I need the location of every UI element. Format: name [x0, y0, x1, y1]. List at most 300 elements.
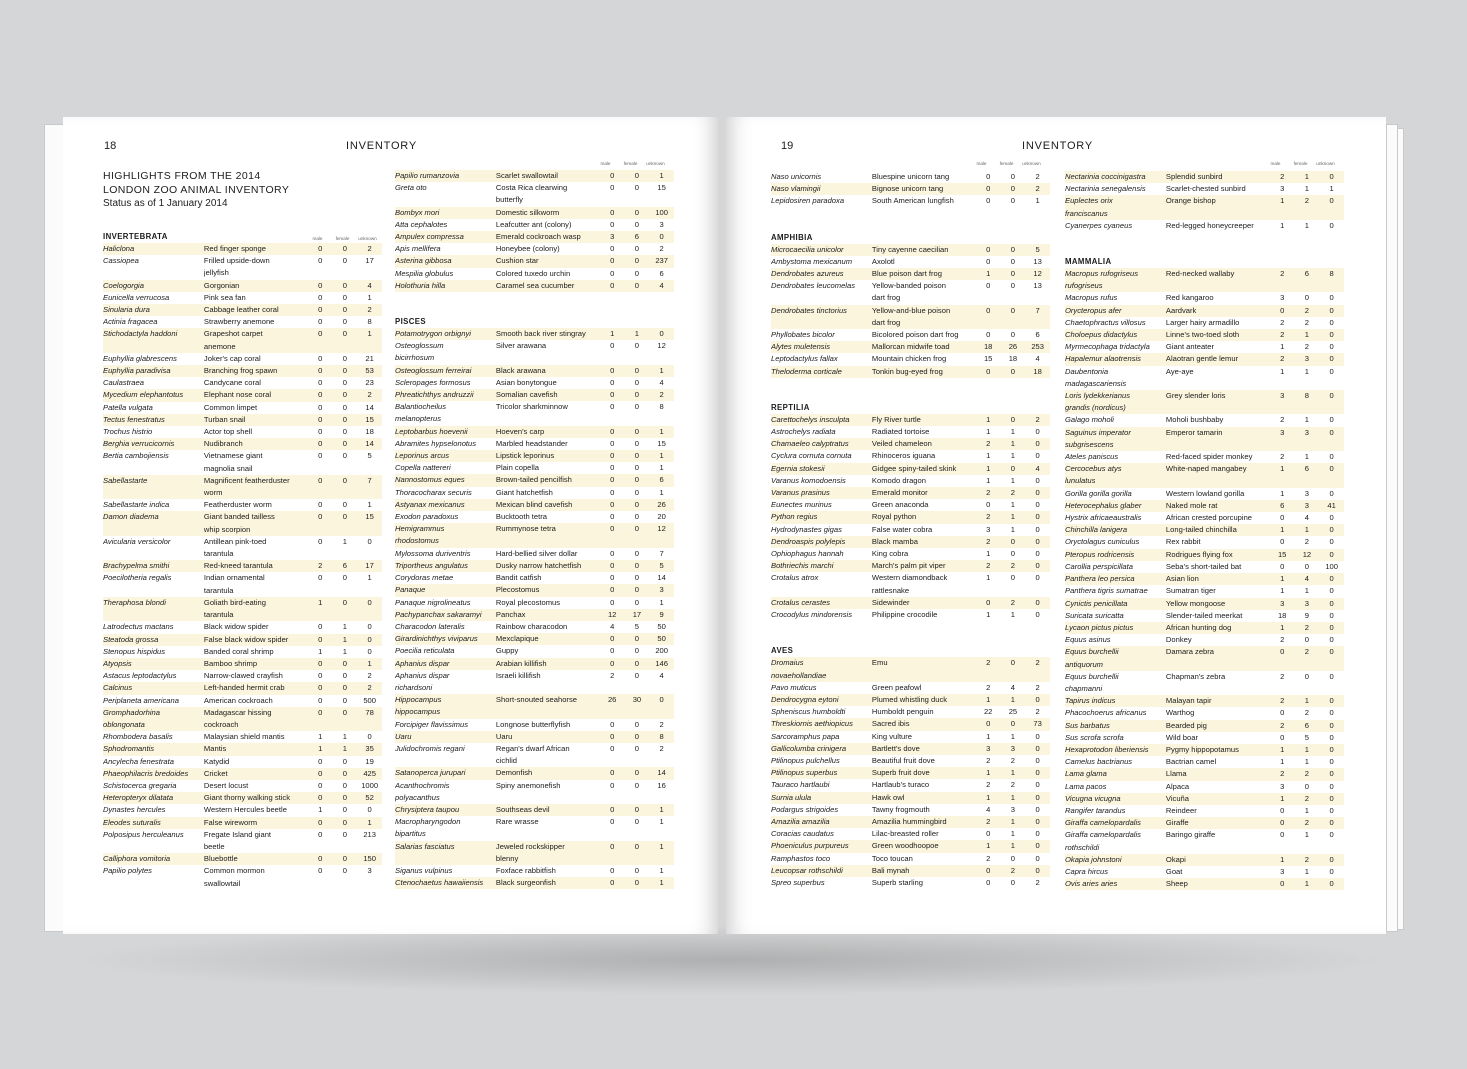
scientific-name: chapmanni	[1065, 683, 1103, 693]
species-row	[103, 426, 382, 438]
scientific-name: Abramites hypselonotus	[395, 438, 477, 448]
species-row	[771, 426, 1050, 438]
male-count: 0	[318, 634, 323, 644]
scientific-name: Avicularia versicolor	[103, 536, 171, 546]
unknown-count: 146	[655, 658, 668, 668]
unknown-count: 6	[1035, 330, 1040, 340]
common-name: Lipstick leporinus	[495, 451, 555, 461]
species-row	[771, 560, 1050, 572]
female-count: 0	[634, 573, 640, 583]
species-row	[395, 401, 674, 413]
species-row	[395, 767, 674, 779]
scientific-name: Poecilia reticulata	[395, 646, 455, 656]
common-name: Red-faced spider monkey	[1165, 452, 1253, 462]
common-name: dart frog	[871, 293, 901, 303]
unknown-count: 1	[659, 171, 664, 180]
common-name: Axolotl	[871, 256, 895, 266]
female-count: 1	[1010, 427, 1016, 437]
common-name: Candycane coral	[203, 378, 261, 388]
male-count: 1	[1280, 196, 1285, 206]
unknown-count	[1319, 842, 1344, 854]
female-count: 0	[342, 390, 348, 400]
common-name: blenny	[495, 853, 519, 863]
common-name: Joker's cap coral	[203, 353, 261, 363]
unknown-count: 237	[655, 256, 668, 266]
unknown-count: 2	[659, 244, 664, 254]
common-name: Red-kneed tarantula	[203, 561, 273, 571]
common-name: Royal python	[871, 512, 917, 522]
female-count: 1	[1304, 184, 1310, 194]
species-row	[1065, 829, 1344, 841]
male-count: 0	[610, 244, 615, 254]
unknown-count: 0	[1035, 731, 1040, 741]
scientific-name: Cyanerpes cyaneus	[1065, 220, 1133, 230]
common-name: White-naped mangabey	[1165, 464, 1247, 474]
scientific-name: antiquorum	[1065, 659, 1103, 669]
species-row	[1065, 646, 1344, 658]
scientific-name	[103, 841, 204, 853]
male-count: 2	[1280, 769, 1285, 779]
common-name: Smooth back river stingray	[495, 329, 586, 339]
species-row	[395, 450, 674, 462]
common-name: Giant banded tailless	[203, 512, 275, 522]
female-count: 0	[342, 439, 348, 449]
female-count: 0	[634, 219, 640, 229]
female-count: 1	[1304, 744, 1310, 754]
female-count: 0	[634, 841, 640, 851]
male-count: 0	[610, 573, 615, 583]
unknown-count: 0	[1329, 525, 1334, 535]
common-name: tarantula	[203, 610, 234, 620]
female-count: 1	[1010, 451, 1016, 461]
species-row	[103, 499, 382, 511]
common-name: Fregate Island giant	[203, 829, 272, 839]
species-row	[395, 682, 674, 694]
species-row	[1065, 536, 1344, 548]
female-count: 0	[342, 305, 348, 315]
section-heading: PISCES	[395, 317, 426, 327]
right-column-2	[1065, 171, 1344, 890]
common-name: Common limpet	[203, 402, 258, 412]
female-count: 0	[1010, 172, 1016, 181]
scientific-name	[103, 267, 204, 279]
unknown-count: 0	[1329, 744, 1334, 754]
common-name: Rhinoceros iguana	[871, 451, 936, 461]
species-row	[395, 523, 674, 535]
female-count	[625, 682, 650, 694]
female-count	[625, 828, 650, 840]
species-row	[1065, 768, 1344, 780]
common-name: Branching frog spawn	[203, 366, 278, 376]
female-count: 0	[1304, 781, 1310, 791]
species-row	[103, 768, 382, 780]
common-name: Red finger sponge	[203, 244, 266, 253]
male-count: 0	[986, 281, 991, 291]
unknown-count: 0	[367, 622, 372, 632]
female-count: 2	[1010, 561, 1016, 571]
female-count: 1	[1304, 586, 1310, 596]
species-row	[771, 755, 1050, 767]
species-row	[395, 670, 674, 682]
unknown-count: 0	[659, 232, 664, 242]
female-count: 0	[1010, 269, 1016, 279]
unknown-count: 1	[367, 573, 372, 583]
female-count: 0	[1010, 196, 1016, 206]
species-row	[103, 585, 382, 597]
common-name: Bucktooth tetra	[495, 512, 547, 522]
female-count: 0	[634, 804, 640, 814]
species-row	[395, 719, 674, 731]
male-count: 2	[1280, 720, 1285, 730]
unknown-count: 0	[1329, 696, 1334, 706]
female-count: 0	[342, 597, 348, 607]
male-count: 3	[1280, 781, 1285, 791]
common-name: Philippine crocodile	[871, 610, 938, 620]
male-count	[976, 585, 1001, 597]
scientific-name: Hydrodynastes gigas	[771, 524, 842, 534]
species-row	[771, 487, 1050, 499]
common-name: rattlesnake	[871, 585, 910, 595]
scientific-name: Varanus komodoensis	[771, 475, 846, 485]
unknown-count: 1	[367, 658, 372, 668]
male-count: 1	[986, 427, 991, 437]
common-name: tarantula	[203, 549, 234, 559]
species-row	[771, 366, 1050, 378]
common-name: Caramel sea cucumber	[495, 280, 575, 290]
common-name: Uaru	[495, 731, 513, 741]
unknown-count: 26	[657, 499, 666, 509]
female-count: 0	[634, 780, 640, 790]
species-row	[395, 621, 674, 633]
male-count: 1	[986, 573, 991, 583]
unknown-count	[649, 828, 674, 840]
species-row	[771, 256, 1050, 268]
unknown-count: 1	[367, 292, 372, 302]
scientific-name: Theraphosa blondi	[103, 597, 166, 607]
unknown-count: 0	[659, 695, 664, 705]
unknown-count: 1	[367, 500, 372, 510]
female-count	[625, 352, 650, 364]
species-row	[1065, 744, 1344, 756]
male-count: 2	[610, 670, 615, 680]
male-count: 0	[610, 804, 615, 814]
male-count	[976, 670, 1001, 682]
scientific-name: Chinchilla lanigera	[1065, 525, 1128, 535]
scientific-name: Steatoda grossa	[103, 634, 159, 644]
unknown-count	[357, 609, 382, 621]
unknown-count: 0	[1329, 391, 1334, 401]
unknown-count	[1025, 317, 1050, 329]
male-count	[600, 706, 625, 718]
species-row	[771, 609, 1050, 621]
female-count: 1	[1304, 757, 1310, 767]
column-headers	[969, 161, 1044, 166]
species-row	[1065, 329, 1344, 341]
male-count: 1	[986, 841, 991, 851]
species-row	[103, 255, 382, 267]
common-name: Foxface rabbitfish	[495, 865, 556, 875]
female-count	[1295, 659, 1320, 671]
common-name: Sheep	[1165, 879, 1188, 889]
species-row	[103, 646, 382, 658]
common-name: Green anaconda	[871, 500, 929, 510]
species-row	[771, 572, 1050, 584]
left-page	[63, 117, 718, 934]
female-count: 12	[1302, 549, 1312, 559]
common-name: Brown-tailed pencilfish	[495, 475, 572, 485]
species-row	[771, 475, 1050, 487]
unknown-count: 0	[1329, 354, 1334, 364]
common-name: Radiated tortoise	[871, 427, 930, 437]
unknown-count: 1	[1035, 196, 1040, 206]
male-count: 22	[983, 707, 993, 717]
column-headers	[593, 161, 668, 166]
unknown-count: 0	[1329, 818, 1334, 828]
column-headers	[1263, 161, 1338, 166]
male-count: 0	[1280, 708, 1285, 718]
species-row	[395, 340, 674, 352]
species-row	[395, 841, 674, 853]
unknown-count: 0	[1329, 330, 1334, 340]
common-name: Royal plecostomus	[495, 597, 561, 607]
species-row	[103, 658, 382, 670]
species-row	[103, 414, 382, 426]
scientific-name: lunulatus	[1065, 476, 1096, 486]
species-row	[771, 706, 1050, 718]
female-count: 0	[634, 634, 640, 644]
female-count: 1	[1010, 731, 1016, 741]
species-row	[1065, 817, 1344, 829]
unknown-count: 0	[1035, 536, 1040, 546]
male-count: 4	[610, 621, 615, 631]
common-name: Red-necked wallaby	[1165, 269, 1235, 279]
scientific-name: Asterina gibbosa	[395, 256, 452, 266]
common-name: False black widow spider	[203, 634, 289, 644]
unknown-count: 0	[1329, 586, 1334, 596]
unknown-count	[649, 755, 674, 767]
male-count	[308, 267, 333, 279]
unknown-count	[357, 463, 382, 475]
scientific-name: Hystrix africaeaustralis	[1065, 513, 1142, 523]
unknown-count	[649, 352, 674, 364]
female-count: 9	[1304, 610, 1310, 620]
unknown-count	[649, 194, 674, 206]
species-row	[395, 352, 674, 364]
species-row	[103, 597, 382, 609]
scientific-name: Crotalus atrox	[771, 573, 819, 583]
common-name	[872, 670, 976, 682]
unknown-count	[1025, 670, 1050, 682]
unknown-count: 0	[367, 536, 372, 546]
female-count: 0	[342, 756, 348, 766]
unknown-count: 0	[1329, 537, 1334, 547]
species-row	[1065, 622, 1344, 634]
species-row	[395, 499, 674, 511]
species-row	[103, 743, 382, 755]
scientific-name: Ambystoma mexicanum	[771, 256, 853, 266]
species-row	[103, 487, 382, 499]
common-name: Bicolored poison dart frog	[871, 330, 959, 340]
scientific-name: Hexaprotodon liberiensis	[1065, 744, 1149, 754]
female-count: 0	[1010, 256, 1016, 266]
unknown-count: 15	[657, 438, 666, 448]
common-name: Giant thorny walking stick	[203, 793, 291, 803]
scientific-name: Papilio polytes	[103, 866, 152, 876]
species-row	[1065, 353, 1344, 365]
scientific-name: Naso unicornis	[771, 172, 822, 181]
female-count: 0	[1010, 549, 1016, 559]
scientific-name: Leptobarbus hoevenii	[395, 426, 468, 436]
unknown-count: 2	[1035, 707, 1040, 717]
common-name: Short-snouted seahorse	[495, 695, 577, 705]
scientific-name: rufogriseus	[1065, 281, 1103, 291]
unknown-count: 2	[659, 719, 664, 729]
unknown-count: 0	[1329, 635, 1334, 645]
scientific-name: Nannostomus eques	[395, 475, 465, 485]
female-count: 2	[1010, 597, 1016, 607]
common-name	[496, 706, 600, 718]
scientific-name: Ramphastos toco	[771, 853, 831, 863]
unknown-count: 1	[367, 817, 372, 827]
female-count: 0	[342, 500, 348, 510]
male-count: 18	[1277, 610, 1287, 620]
female-count: 0	[1010, 366, 1016, 376]
male-count: 2	[986, 488, 991, 498]
scientific-name: Potamotrygon orbignyi	[395, 329, 471, 339]
species-row	[395, 377, 674, 389]
unknown-count	[1319, 659, 1344, 671]
species-row	[103, 707, 382, 719]
common-name: Damara zebra	[1165, 647, 1215, 657]
common-name: cockroach	[203, 719, 239, 729]
female-count: 0	[342, 451, 348, 461]
species-row	[395, 694, 674, 706]
female-count: 0	[634, 560, 640, 570]
scientific-name: Tectus fenestratus	[103, 414, 165, 424]
unknown-count: 19	[365, 756, 374, 766]
species-row	[103, 817, 382, 829]
male-count: 1	[986, 451, 991, 461]
scientific-name: Hippocampus	[395, 695, 442, 705]
male-count: 0	[318, 500, 323, 510]
common-name: Green peafowl	[871, 682, 922, 692]
species-row	[103, 377, 382, 389]
female-count: 0	[342, 292, 348, 302]
female-count	[625, 853, 650, 865]
common-name: Banded coral shrimp	[203, 646, 274, 656]
species-row	[1065, 500, 1344, 512]
male-count: 1	[1280, 854, 1285, 864]
species-row	[771, 840, 1050, 852]
unknown-count: 18	[365, 427, 374, 437]
male-count: 0	[1280, 732, 1285, 742]
male-count	[600, 682, 625, 694]
unknown-count: 0	[367, 634, 372, 644]
unknown-count: 12	[1033, 269, 1042, 279]
male-count: 0	[318, 402, 323, 412]
species-row	[1065, 280, 1344, 292]
unknown-count: 1	[659, 817, 664, 827]
species-row	[771, 414, 1050, 426]
male-count	[308, 463, 333, 475]
scientific-name: Bombyx mori	[395, 207, 440, 217]
scientific-name: Euplectes orix	[1065, 196, 1113, 206]
female-count: 1	[1010, 524, 1016, 534]
common-name: Domestic silkworm	[495, 207, 560, 217]
unknown-count: 2	[1035, 172, 1040, 181]
male-count: 1	[1280, 622, 1285, 632]
unknown-count: 8	[367, 317, 372, 327]
female-count: 1	[1304, 220, 1310, 230]
common-name: Israeli killifish	[495, 670, 541, 680]
female-count: 0	[634, 171, 640, 180]
scientific-name: Microcaecilia unicolor	[771, 244, 844, 254]
common-name: Scarlet-chested sunbird	[1165, 184, 1246, 194]
species-row	[103, 402, 382, 414]
common-name: Wild boar	[1165, 732, 1198, 742]
section-heading: AVES	[771, 646, 794, 656]
male-count	[308, 841, 333, 853]
male-count: 0	[318, 280, 323, 290]
unknown-count: 5	[367, 451, 372, 461]
female-count: 2	[1304, 818, 1310, 828]
common-name: Tonkin bug-eyed frog	[871, 366, 943, 376]
common-name: Antillean pink-toed	[203, 536, 267, 546]
female-count: 0	[1304, 635, 1310, 645]
unknown-count	[357, 487, 382, 499]
species-row	[1065, 671, 1344, 683]
common-name: Bali mynah	[871, 865, 910, 875]
header-female: female	[335, 236, 350, 241]
species-row	[1065, 573, 1344, 585]
unknown-count: 2	[1035, 658, 1040, 668]
common-name: Hoeven's carp	[495, 426, 545, 436]
running-head: INVENTORY	[346, 140, 417, 152]
male-count: 0	[318, 256, 323, 266]
male-count: 0	[610, 365, 615, 375]
unknown-count: 5	[659, 560, 664, 570]
scientific-name	[771, 292, 872, 304]
female-count	[625, 706, 650, 718]
species-row	[771, 877, 1050, 889]
species-row	[1065, 451, 1344, 463]
species-row	[771, 317, 1050, 329]
female-count: 1	[634, 329, 640, 339]
species-row	[1065, 427, 1344, 439]
male-count: 0	[610, 280, 615, 290]
scientific-name: Holothuria hilla	[395, 280, 446, 290]
female-count: 0	[1304, 561, 1310, 571]
male-count: 0	[610, 183, 615, 193]
male-count: 0	[610, 451, 615, 461]
species-row	[771, 195, 1050, 207]
common-name: Sacred ibis	[871, 719, 910, 729]
species-row	[771, 548, 1050, 560]
male-count: 0	[1280, 818, 1285, 828]
female-count: 1	[1304, 525, 1310, 535]
unknown-count: 0	[1035, 743, 1040, 753]
species-row	[1065, 488, 1344, 500]
species-row	[1065, 463, 1344, 475]
unknown-count: 0	[1329, 769, 1334, 779]
male-count: 2	[1280, 317, 1285, 327]
section-heading: AMPHIBIA	[771, 232, 813, 242]
scientific-name: Oryctolagus cuniculus	[1065, 537, 1140, 547]
scientific-name: Papilio rumanzovia	[395, 171, 460, 180]
scientific-name: Copella nattereri	[395, 463, 451, 473]
species-row	[395, 560, 674, 572]
male-count: 12	[607, 609, 617, 619]
